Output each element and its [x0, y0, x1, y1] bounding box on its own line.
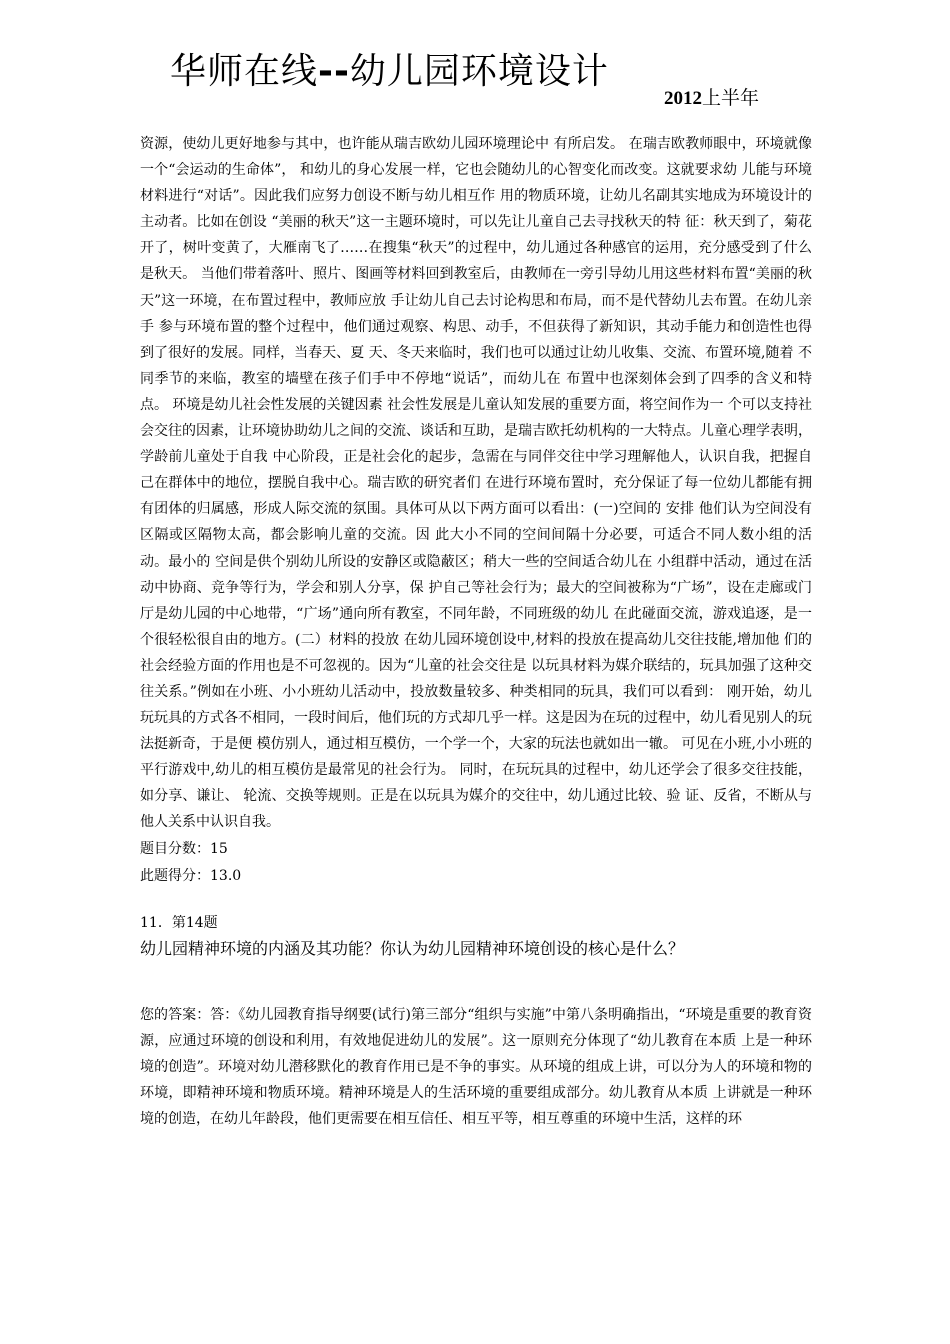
- page-header: [0, 0, 950, 120]
- answer-text: 资源，使幼儿更好地参与其中，也许能从瑞吉欧幼儿园环境理论中 有所启发。 在瑞吉欧教师眼中，环境就像一个“会运动的生命体”， 和幼儿的身心发展一样，它也会随幼儿的心智变化而改变。这就要求幼 儿能与环境材料进行“对话”。因此我们应努力创设不断与幼儿相互作 用的物质环境，让幼儿名副其实地成为环境设计的主动者。比如在创设 “美丽的秋天”这一主题环境时，可以先让儿童自己去寻找秋天的特 征：秋天到了，菊花开了，树叶变黄了，大雁南飞了……在搜集“秋天”的过程中，幼儿通过各种感官的运用，充分感受到了什么是秋天。 当他们带着落叶、照片、图画等材料回到教室后，由教师在一旁引导幼儿用这些材料布置“美丽的秋天”这一环境，在布置过程中，教师应放 手让幼儿自己去讨论构思和布局，而不是代替幼儿去布置。在幼儿亲手 参与环境布置的整个过程中，他们通过观察、构思、动手，不但获得了新知识，其动手能力和创造性也得到了很好的发展。同样，当春天、夏 天、冬天来临时，我们也可以通过让幼儿收集、交流、布置环境,随着 不同季节的来临，教室的墙壁在孩子们手中不停地“说话”，而幼儿在 布置中也深刻体会到了四季的含义和特点。 环境是幼儿社会性发展的关键因素 社会性发展是儿童认知发展的重要方面，将空间作为一 个可以支持社会交往的因素，让环境协助幼儿之间的交流、谈话和互助，是瑞吉欧托幼机构的一大特点。儿童心理学表明，学龄前儿童处于自我 中心阶段，正是社会化的起步，急需在与同伴交往中学习理解他人，认识自我，把握自己在群体中的地位，摆脱自我中心。瑞吉欧的研究者们 在进行环境布置时，充分保证了每一位幼儿都能有拥有团体的归属感，形成人际交流的氛围。具体可从以下两方面可以看出：(一)空间的 安排 他们认为空间没有区隔或区隔物太高，都会影响儿童的交流。因 此大小不同的空间间隔十分必要，可适合不同人数小组的活动。最小的 空间是供个别幼儿所设的安静区或隐蔽区；稍大一些的空间适合幼儿在 小组群中活动，通过在活动中协商、竞争等行为，学会和别人分享，保 护自己等社会行为；最大的空间被称为“广场”，设在走廊或门厅是幼儿园的中心地带，“广场”通向所有教室，不同年龄，不同班级的幼儿 在此碰面交流，游戏追逐，是一个很轻松很自由的地方。(二）材料的投放 在幼儿园环境创设中,材料的投放在提高幼儿交往技能,增加他 们的社会经验方面的作用也是不可忽视的。因为“儿童的社会交往是 以玩具材料为媒介联结的，玩具加强了这种交往关系。”例如在小班、小小班幼儿活动中，投放数量较多、种类相同的玩具，我们可以看到： 刚开始，幼儿玩玩具的方式各不相同，一段时间后，他们玩的方式却几乎一样。这是因为在玩的过程中，幼儿看见别人的玩法挺新奇，于是便 模仿别人，通过相互模仿，一个学一个，大家的玩法也就如出一辙。 可见在小班,小小班的平行游戏中,幼儿的相互模仿是最常见的社会行为。 同时，在玩玩具的过程中，幼儿还学会了很多交往技能，如分享、谦让、 轮流、交换等规则。正是在以玩具为媒介的交往中，幼儿通过比较、验 证、反省，不断从与他人关系中认识自我。: [140, 136, 812, 831]
- term-label: [664, 86, 759, 111]
- question-number: 11．第14题: [140, 914, 218, 931]
- document-body: [140, 131, 812, 1132]
- question-14-block: [140, 912, 812, 1132]
- received-score: 此题得分：13.0: [140, 867, 242, 884]
- title-dash: --: [318, 51, 350, 92]
- question-score: 题目分数：15: [140, 840, 228, 857]
- answer-text: 您的答案：答：《幼儿园教育指导纲要(试行)第三部分“组织与实施”中第八条明确指出，“环境是重要的教育资源，应通过环境的创设和利用，有效地促进幼儿的发展”。这一原则充分体现了“幼儿教育在本质 上是一种环境的创造”。环境对幼儿潜移默化的教育作用已是不争的事实。从环境的组成上讲，可以分为人的环境和物的环境，即精神环境和物质环境。精神环境是人的生活环境的重要组成部分。幼儿教育从本质 上讲就是一种环境的创造，在幼儿年龄段，他们更需要在相互信任、相互平等，相互尊重的环境中生活，这样的环: [140, 1006, 812, 1127]
- question-prompt: 幼儿园精神环境的内涵及其功能？你认为幼儿园精神环境创设的核心是什么？: [140, 938, 685, 958]
- title-part-1: 华师在线: [170, 51, 319, 92]
- question-13-block: [140, 131, 812, 890]
- page-title: [170, 50, 609, 94]
- title-part-2: 幼儿园环境设计: [349, 51, 609, 92]
- term-year: 2012: [664, 88, 702, 109]
- term-half: 上半年: [702, 87, 760, 109]
